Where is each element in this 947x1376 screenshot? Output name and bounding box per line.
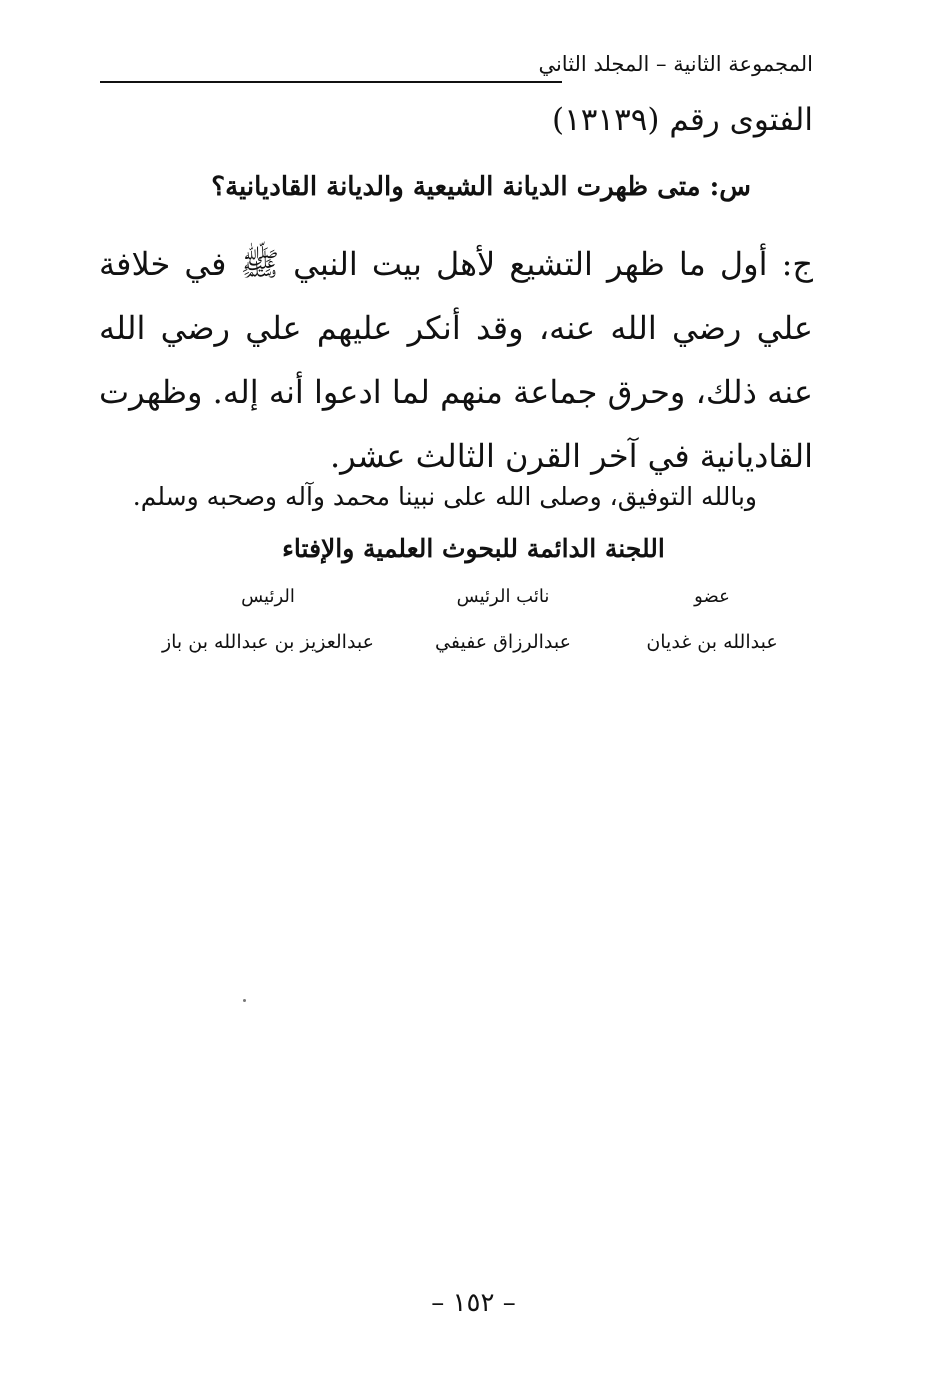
scan-speck — [243, 999, 246, 1002]
signatory-member — [592, 580, 832, 660]
signatory-vice-chairman — [383, 580, 623, 660]
page-number: – ١٥٢ – — [431, 1288, 516, 1318]
signatory-role: عضو — [694, 586, 730, 607]
header-rule — [100, 81, 562, 83]
fatwa-number: الفتوى رقم (١٣١٣٩) — [552, 102, 813, 138]
signatory-role: الرئيس — [241, 586, 295, 607]
committee-name: اللجنة الدائمة للبحوث العلمية والإفتاء — [282, 534, 665, 563]
answer-text: ج: أول ما ظهر التشيع لأهل بيت النبي ﷺ في خلافة علي رضي الله عنه، وقد أنكر عليهم علي رضي الله عنه ذلك، وحرق جماعة منهم لما ادعوا أنه إله. وظهرت القاديانية في آخر القرن الثالث عشر. — [99, 245, 814, 475]
signatories — [0, 580, 947, 670]
signatory-name: عبدالله بن غديان — [646, 631, 778, 653]
signatory-name: عبدالعزيز بن عبدالله بن باز — [161, 631, 375, 653]
signatory-name: عبدالرزاق عفيفي — [435, 631, 571, 653]
question-text: س: متى ظهرت الديانة الشيعية والديانة القاديانية؟ — [211, 172, 751, 202]
signatory-chairman — [148, 580, 388, 660]
closing-prayer: وبالله التوفيق، وصلى الله على نبينا محمد وآله وصحبه وسلم. — [132, 482, 757, 511]
running-header: المجموعة الثانية – المجلد الثاني — [538, 52, 813, 76]
signatory-role: نائب الرئيس — [456, 586, 550, 607]
